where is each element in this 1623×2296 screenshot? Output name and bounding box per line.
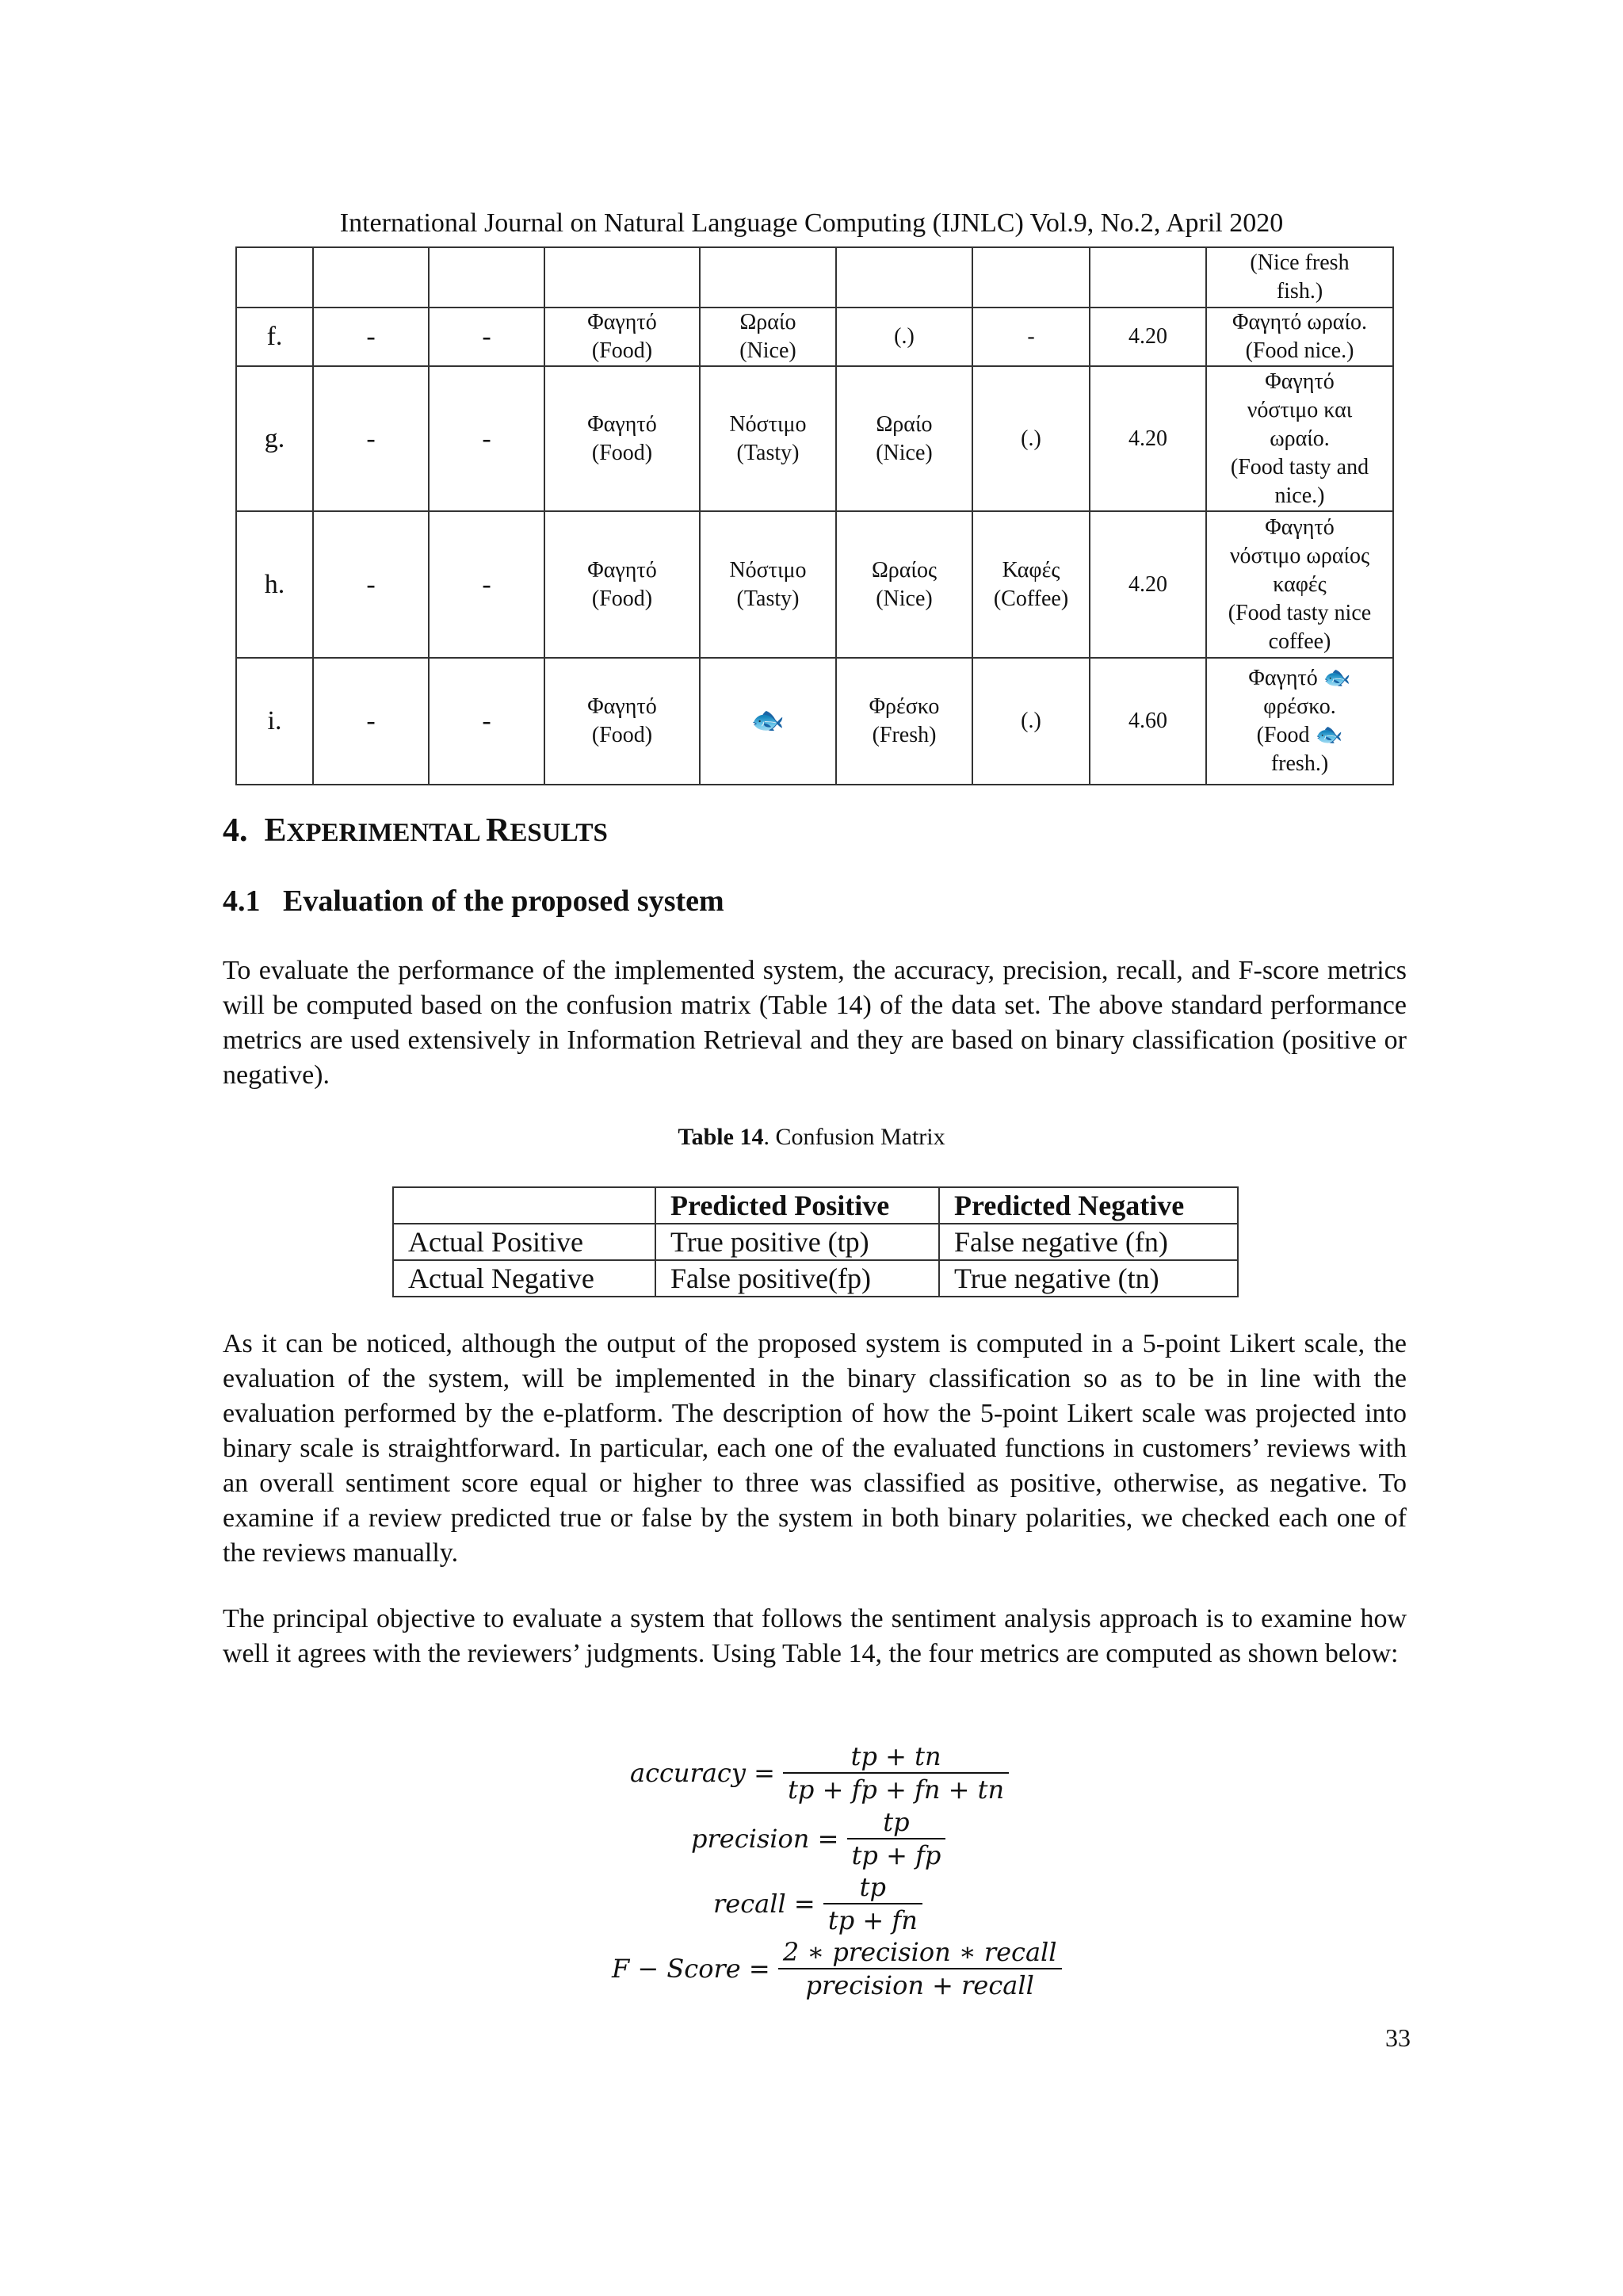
table-row-top: [236, 247, 1393, 308]
equation-f-score: F − Score = $\frac{\text{2 ∗ precision ∗ recall}}{\text{precision + recall}}$: [612, 1936, 1062, 2001]
section-heading: 4. EXPERIMENTAL RESULTS: [223, 812, 608, 849]
table-cell-text: (Nice fresh fish.): [1206, 247, 1393, 308]
equation-recall: recall = $\frac{tp}{tp + fn}$: [713, 1871, 922, 1936]
table-row: Actual Negative False positive(fp) True negative (tn): [393, 1260, 1238, 1297]
row-label: i.: [236, 658, 313, 785]
table-row-g: g. - - Φαγητό (Food) Νόστιμο (Tasty) Ωραίο (Nice) (.) 4.20 Φαγητό νόστιμο και ωραίο. (Food tasty and nice.): [236, 366, 1393, 511]
running-header: International Journal on Natural Language Computing (IJNLC) Vol.9, No.2, April 2020: [339, 208, 1284, 238]
subsection-heading: 4.1 Evaluation of the proposed system: [223, 884, 724, 918]
table-row: Actual Positive True positive (tp) False negative (fn): [393, 1224, 1238, 1260]
paragraph: The principal objective to evaluate a system that follows the sentiment analysis approach is to examine how well it agrees with the reviewers’ judgments. Using Table 14, the four metrics are computed as shown below:: [223, 1604, 1407, 1668]
row-label: g.: [236, 366, 313, 511]
table-row-i: i. - - Φαγητό (Food) 🐟 Φρέσκο (Fresh) (.) 4.60 Φαγητό 🐟 φρέσκο. (Food 🐟 fresh.): [236, 658, 1393, 785]
equation-accuracy: accuracy = $\frac{tp + tn}{tp + fp + fn + tn}$: [630, 1740, 1009, 1805]
equation-precision: precision = $\frac{tp}{tp + fp}$: [691, 1806, 945, 1871]
paragraph: To evaluate the performance of the implemented system, the accuracy, precision, recall, and F-score metrics will be computed based on the confusion matrix (Table 14) of the data set. The above standard performance metrics are used extensively in Information Retrieval and they are based on binary classification (positive or negative).: [223, 956, 1407, 1090]
page-number: 33: [1385, 2023, 1411, 2052]
table-row-f: f. - - Φαγητό (Food) Ωραίο (Nice) (.) - 4.20 Φαγητό ωραίο. (Food nice.): [236, 308, 1393, 366]
row-label: f.: [236, 308, 313, 366]
paragraph: As it can be noticed, although the output of the proposed system is computed in a 5-point Likert scale, the evaluation of the system, will be implemented in the binary classification so as to be in line with the evaluation performed by the e-platform. The description of how the 5-point Likert scale was projected into binary scale is straightforward. In particular, each one of the evaluated functions in customers’ reviews with an overall sentiment score equal or higher to three was classified as positive, otherwise, as negative. To examine if a review predicted true or false by the system in both binary polarities, we checked each one of the reviews manually.: [223, 1329, 1407, 1568]
table-row-h: h. - - Φαγητό (Food) Νόστιμο (Tasty) Ωραίος (Nice) Καφές (Coffee) 4.20 Φαγητό νόστιμο ωραίος καφές (Food tasty nice coffee): [236, 511, 1393, 658]
table-header-row: Predicted Positive Predicted Negative: [393, 1187, 1238, 1224]
table-caption: Table 14. Confusion Matrix: [678, 1124, 945, 1150]
continued-table: [235, 246, 1394, 785]
confusion-matrix-table: [392, 1186, 1239, 1297]
row-label: h.: [236, 511, 313, 658]
fish-emoji-icon: 🐟: [750, 704, 785, 736]
